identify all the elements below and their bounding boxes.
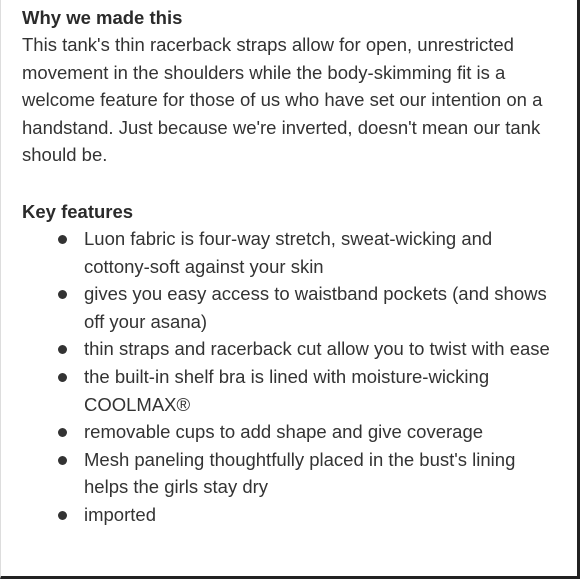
feature-item [22, 501, 562, 529]
feature-item [22, 418, 562, 446]
bullet-dot-icon [58, 511, 67, 520]
why-we-made-this-heading: Why we made this [22, 7, 183, 28]
bullet-dot-icon [58, 235, 67, 244]
feature-text: removable cups to add shape and give coverage [84, 421, 484, 443]
feature-item [22, 363, 562, 418]
feature-item [22, 446, 562, 501]
bullet-dot-icon [58, 290, 67, 299]
key-features-section [22, 198, 562, 529]
feature-text: thin straps and racerback cut allow you to twist with ease [84, 338, 550, 360]
feature-text: gives you easy access to waistband pockets (and shows off your asana) [84, 283, 547, 332]
bullet-dot-icon [58, 345, 67, 354]
feature-item [22, 335, 562, 363]
bullet-dot-icon [58, 428, 67, 437]
bullet-dot-icon [58, 456, 67, 465]
feature-text: imported [84, 503, 156, 525]
bullet-dot-icon [58, 373, 67, 382]
key-features-heading: Key features [22, 200, 134, 222]
feature-text: Luon fabric is four-way stretch, sweat-wicking and cottony-soft against your skin [84, 227, 493, 277]
feature-item [22, 225, 562, 280]
feature-text: Mesh paneling thoughtfully placed in the bust's lining helps the girls stay dry [84, 448, 516, 498]
feature-item [22, 280, 562, 335]
why-we-made-this-paragraph: This tank's thin racerback straps allow for open, unrestricted movement in the shoulders while the body-skimming fit is a welcome feature for those of us who have set our intention on a handstand. Just because we're inverted, doesn't mean our tank should be. [22, 34, 543, 166]
key-features-list [22, 225, 562, 529]
product-description [22, 4, 562, 529]
feature-text: the built-in shelf bra is lined with moisture-wicking COOLMAX® [84, 365, 490, 415]
